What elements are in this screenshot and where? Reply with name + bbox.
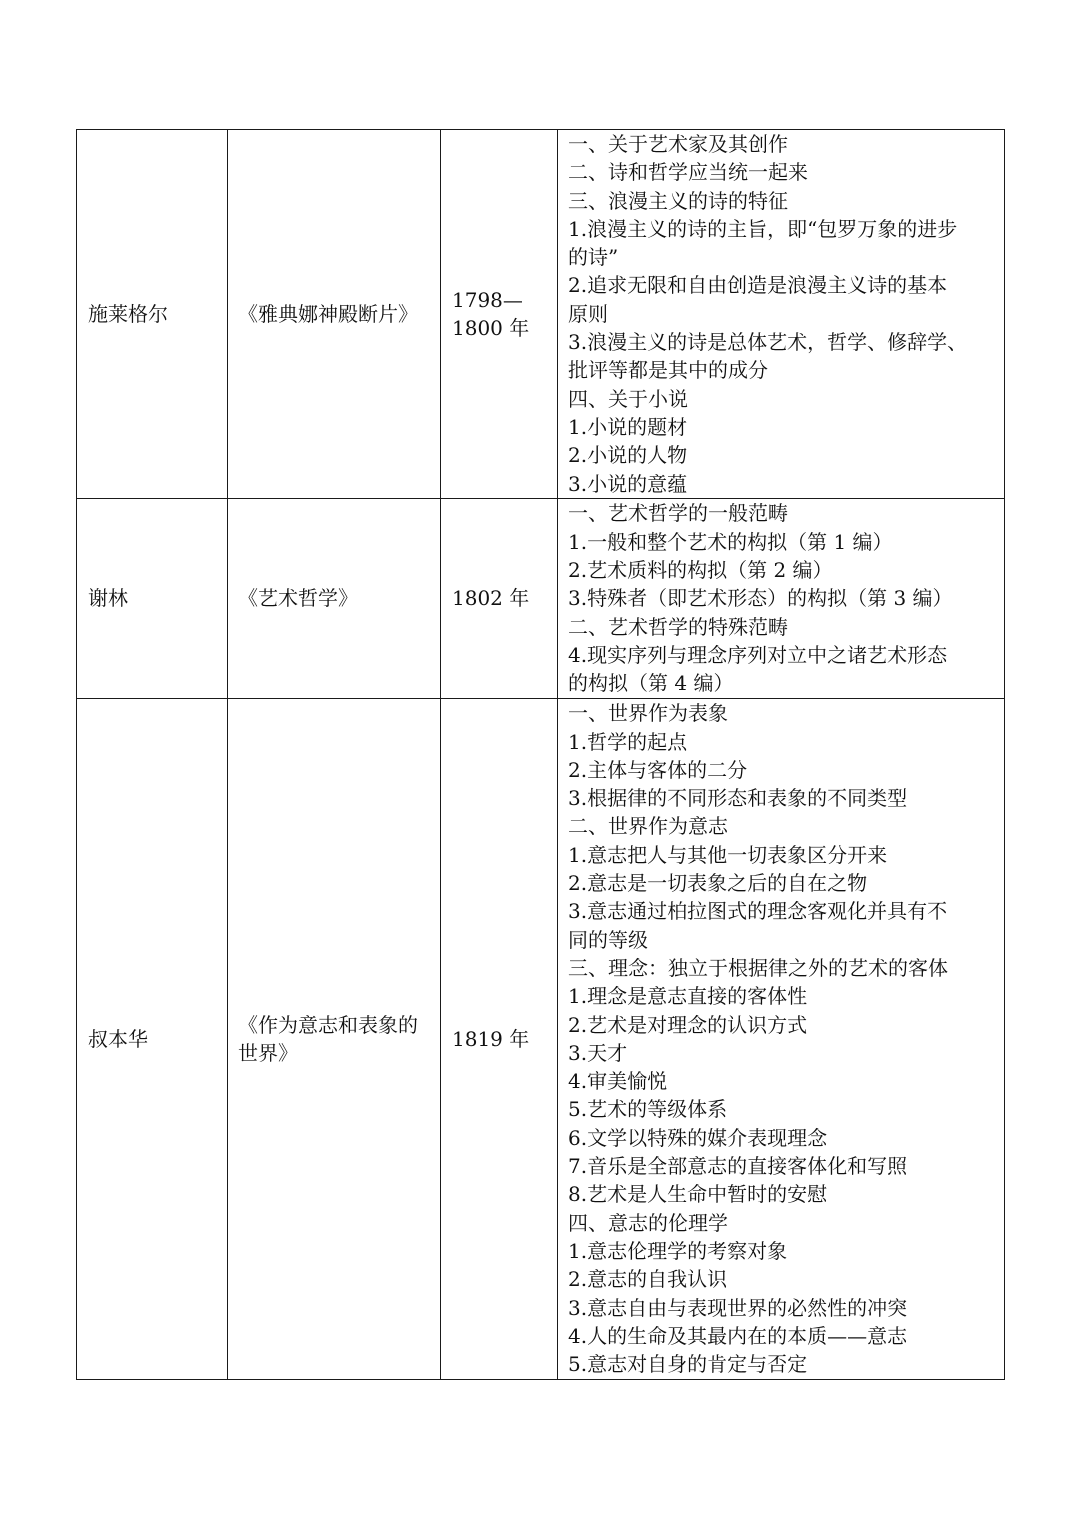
content-cell [558,698,1005,1379]
content-line: 7.音乐是全部意志的直接客体化和写照 [568,1154,908,1179]
author-name: 叔本华 [88,1026,148,1051]
content-line: 三、浪漫主义的诗的特征 [568,188,788,213]
content-line: 1.一般和整个艺术的构拟（第 1 编） [568,529,893,554]
content-line: 1.意志把人与其他一切表象区分开来 [568,842,888,867]
content-line: 四、意志的伦理学 [568,1210,728,1235]
content-line: 3.根据律的不同形态和表象的不同类型 [568,786,908,811]
work-title: 《艺术哲学》 [238,586,358,611]
author-cell [77,498,228,698]
content-cell [558,130,1005,499]
content-line: 2.意志的自我认识 [568,1267,728,1292]
author-cell [77,698,228,1379]
content-line: 3.意志通过柏拉图式的理念客观化并具有不 [568,899,948,924]
content-line: 2.主体与客体的二分 [568,757,748,782]
year-cell [441,698,558,1379]
author-name: 施莱格尔 [88,301,168,326]
content-line: 8.艺术是人生命中暂时的安慰 [568,1182,828,1207]
work-cell [228,698,441,1379]
content-line: 同的等级 [568,927,648,952]
year-line: 1800 年 [452,315,530,340]
content-line: 原则 [568,301,608,326]
content-line: 2.小说的人物 [568,443,688,468]
work-cell [228,498,441,698]
content-line: 6.文学以特殊的媒介表现理念 [568,1125,828,1150]
work-title: 《作为意志和表象的世界》 [238,1012,418,1065]
work-cell [228,130,441,499]
content-line: 批评等都是其中的成分 [568,358,768,383]
content-line: 3.天才 [568,1040,628,1065]
content-line: 二、诗和哲学应当统一起来 [568,160,808,185]
content-line: 二、艺术哲学的特殊范畴 [568,614,788,639]
content-line: 5.意志对自身的肯定与否定 [568,1352,808,1377]
work-title: 《雅典娜神殿断片》 [238,301,418,326]
content-line: 的构拟（第 4 编） [568,671,734,696]
content-line: 3.意志自由与表现世界的必然性的冲突 [568,1295,908,1320]
content-line: 2.艺术是对理念的认识方式 [568,1012,808,1037]
content-line: 2.追求无限和自由创造是浪漫主义诗的基本 [568,273,948,298]
table-row [77,130,1005,499]
content-line: 1.小说的题材 [568,414,688,439]
author-cell [77,130,228,499]
content-line: 4.审美愉悦 [568,1069,668,1094]
author-name: 谢林 [88,586,128,611]
content-line: 4.现实序列与理念序列对立中之诸艺术形态 [568,642,948,667]
year-cell [441,130,558,499]
content-line: 1.理念是意志直接的客体性 [568,984,808,1009]
content-line: 二、世界作为意志 [568,814,728,839]
content-line: 一、关于艺术家及其创作 [568,132,788,156]
table-row [77,498,1005,698]
content-line: 4.人的生命及其最内在的本质——意志 [568,1323,908,1348]
year-line: 1819 年 [452,1026,530,1051]
content-line: 一、艺术哲学的一般范畴 [568,501,788,526]
year-line: 1802 年 [452,586,530,611]
content-line: 1.意志伦理学的考察对象 [568,1238,788,1263]
content-line: 5.艺术的等级体系 [568,1097,728,1122]
year-cell [441,498,558,698]
content-line: 2.艺术质料的构拟（第 2 编） [568,557,833,582]
content-line: 3.浪漫主义的诗是总体艺术，哲学、修辞学、 [568,330,968,355]
content-line: 3.特殊者（即艺术形态）的构拟（第 3 编） [568,586,953,611]
year-line: 1798— [452,287,523,312]
content-line: 一、世界作为表象 [568,701,728,726]
content-line: 三、理念：独立于根据律之外的艺术的客体 [568,955,948,980]
content-line: 2.意志是一切表象之后的自在之物 [568,871,868,896]
content-line: 1.浪漫主义的诗的主旨，即“包罗万象的进步 [568,216,958,241]
table-row [77,698,1005,1379]
content-line: 1.哲学的起点 [568,729,688,754]
content-line: 3.小说的意蕴 [568,471,688,496]
aesthetics-works-table [76,129,1005,1380]
content-cell [558,498,1005,698]
content-line: 的诗” [568,245,619,270]
content-line: 四、关于小说 [568,386,688,411]
